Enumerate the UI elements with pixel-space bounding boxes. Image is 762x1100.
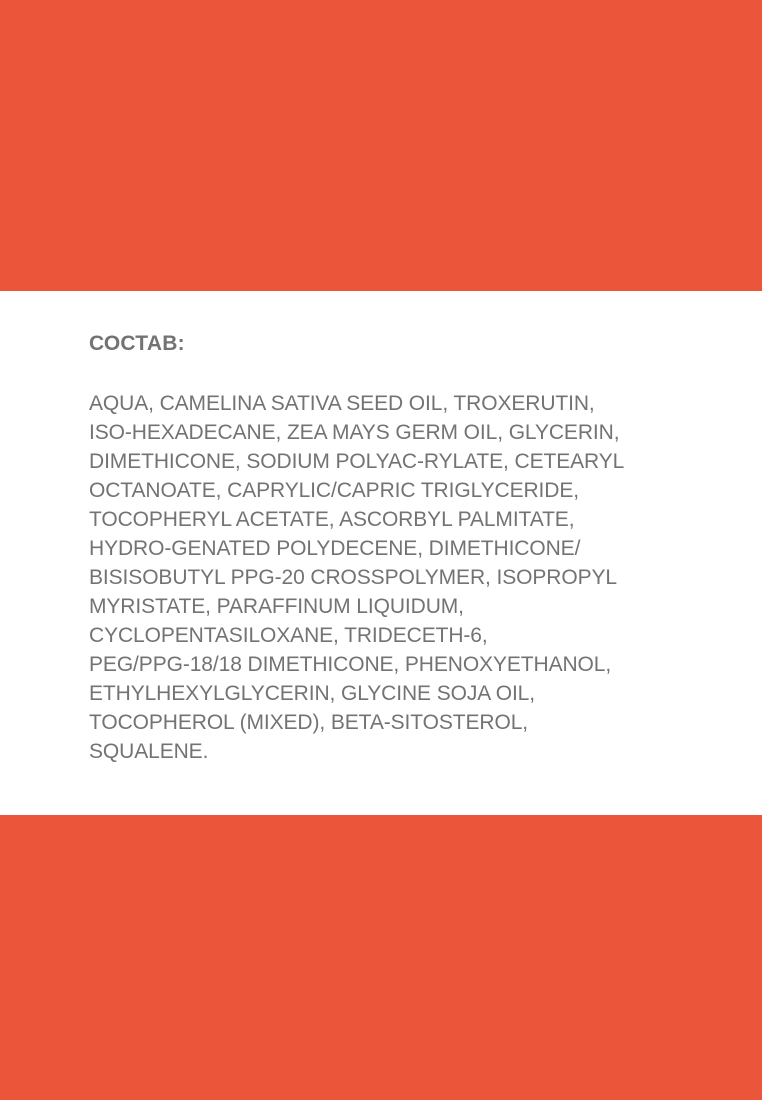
ingredients-line: OCTANOATE, CAPRYLIC/CAPRIC TRIGLYCERIDE, [89,479,579,502]
ingredients-line: ISO-HEXADECANE, ZEA MAYS GERM OIL, GLYCERIN, [89,421,620,444]
ingredients-list [89,389,673,766]
ingredients-line: TOCOPHERYL ACETATE, ASCORBYL PALMITATE, [89,508,575,531]
ingredients-line: BISISOBUTYL PPG-20 CROSSPOLYMER, ISOPROPYL [89,566,617,589]
ingredients-line: TOCOPHEROL (MIXED), BETA-SITOSTEROL, [89,711,529,734]
ingredients-line: DIMETHICONE, SODIUM POLYAC-RYLATE, CETEARYL [89,450,625,473]
top-color-band [0,0,762,291]
bottom-color-band [0,815,762,1100]
ingredients-line: CYCLOPENTASILOXANE, TRIDECETH-6, [89,624,488,647]
ingredients-line: PEG/PPG-18/18 DIMETHICONE, PHENOXYETHANOL, [89,653,612,676]
ingredients-heading: СОСТАВ: [89,332,185,355]
ingredients-panel [0,291,762,815]
ingredients-line: HYDRO-GENATED POLYDECENE, DIMETHICONE/ [89,537,581,560]
ingredients-line: MYRISTATE, PARAFFINUM LIQUIDUM, [89,595,464,618]
ingredients-line: SQUALENE. [89,740,209,763]
ingredients-line: ETHYLHEXYLGLYCERIN, GLYCINE SOJA OIL, [89,682,535,705]
ingredients-line: AQUA, CAMELINA SATIVA SEED OIL, TROXERUTIN, [89,392,595,415]
